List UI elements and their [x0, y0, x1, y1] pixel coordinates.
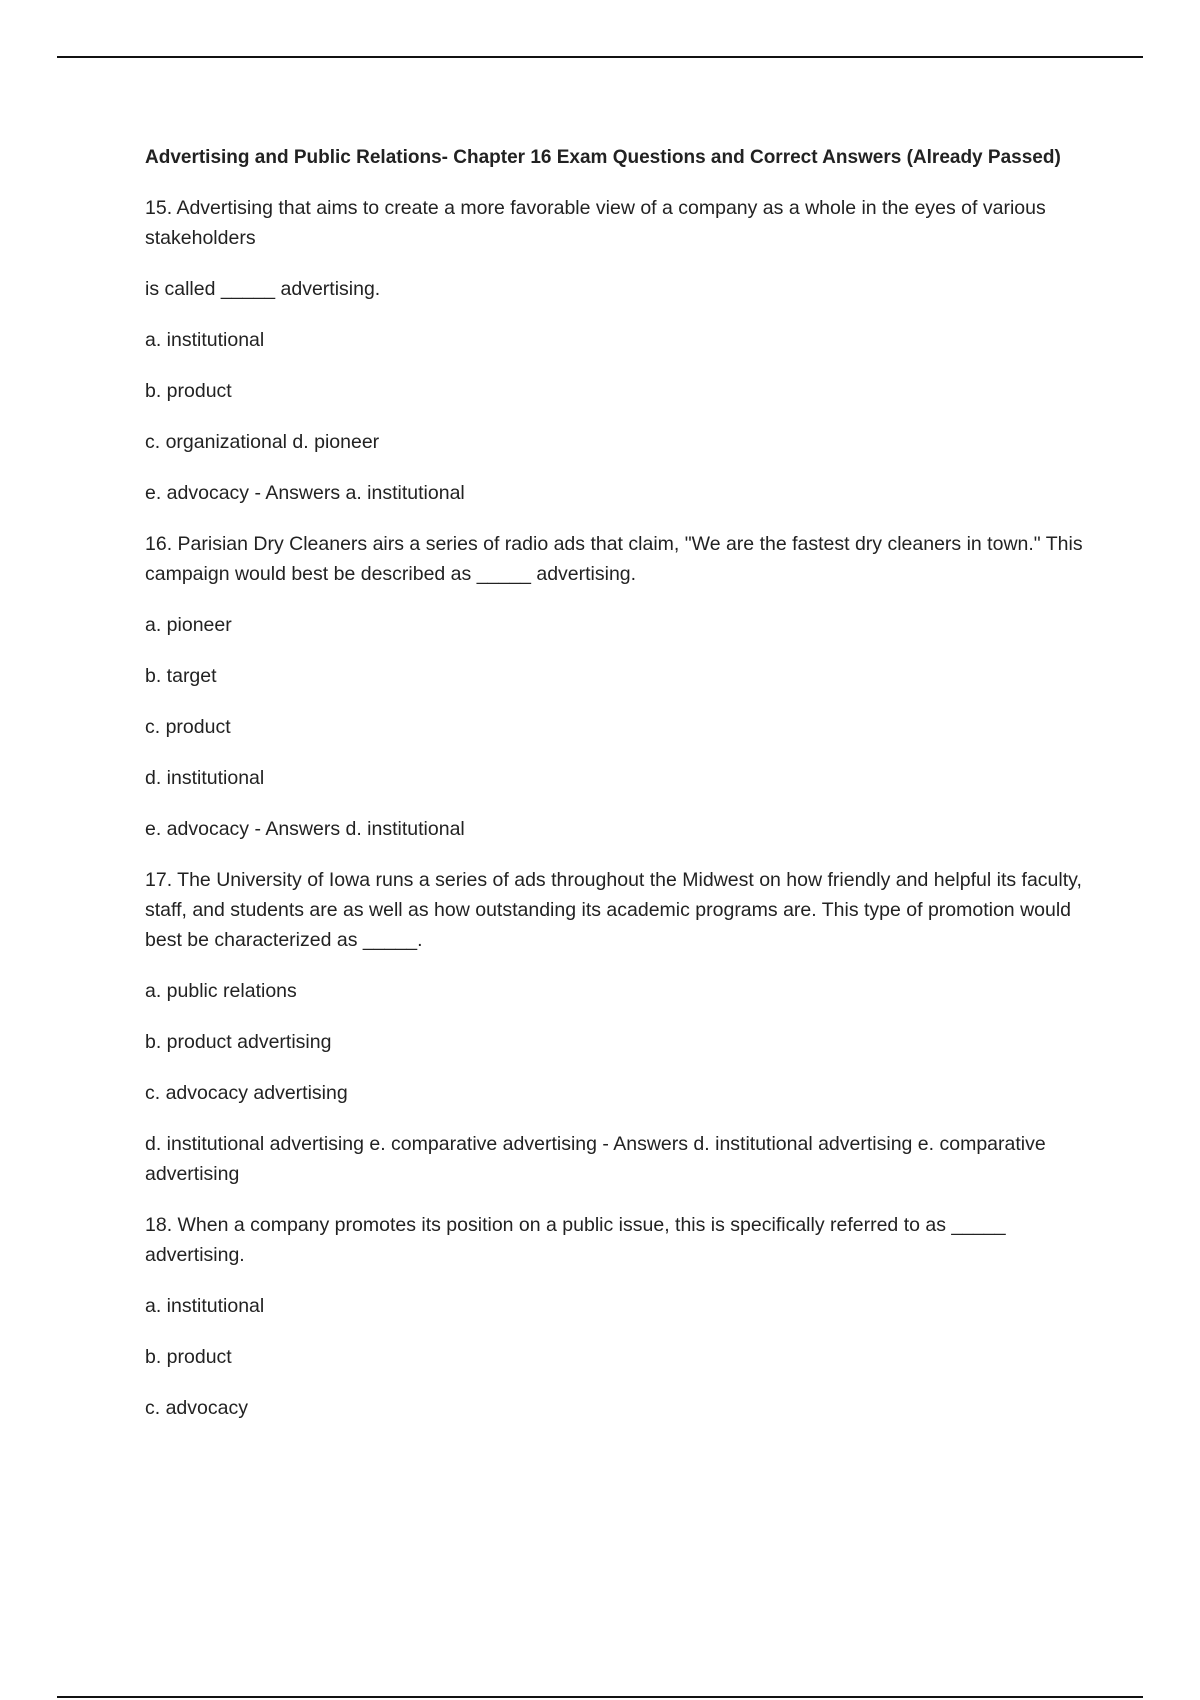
question-15-option-a: a. institutional	[145, 329, 265, 351]
question-16-option-c: c. product	[145, 716, 231, 738]
question-18-stem: 18. When a company promotes its position on a public issue, this is specifically referred to as _____ advertising.	[145, 1214, 1006, 1266]
question-17-stem: 17. The University of Iowa runs a series of ads throughout the Midwest on how friendly and helpful its faculty, staff, and students are as well as how outstanding its academic programs are. This type of promotion would best be characterized as _____.	[145, 869, 1082, 951]
question-16-option-e-answer: e. advocacy - Answers d. institutional	[145, 818, 465, 840]
question-15-option-b: b. product	[145, 380, 232, 402]
page-content	[145, 143, 1095, 1444]
question-17-option-a: a. public relations	[145, 980, 297, 1002]
question-16-option-d: d. institutional	[145, 767, 265, 789]
question-16-stem: 16. Parisian Dry Cleaners airs a series of radio ads that claim, "We are the fastest dry cleaners in town." This campaign would best be described as _____ advertising.	[145, 533, 1083, 585]
question-18-option-b: b. product	[145, 1346, 232, 1368]
question-18-option-a: a. institutional	[145, 1295, 265, 1317]
question-17-option-b: b. product advertising	[145, 1031, 332, 1053]
question-16-option-a: a. pioneer	[145, 614, 232, 636]
document-title: Advertising and Public Relations- Chapter 16 Exam Questions and Correct Answers (Already Passed)	[145, 147, 1061, 168]
question-18-option-c: c. advocacy	[145, 1397, 248, 1419]
question-17-option-c: c. advocacy advertising	[145, 1082, 348, 1104]
question-15-stem: 15. Advertising that aims to create a more favorable view of a company as a whole in the eyes of various stakeholders	[145, 197, 1046, 249]
question-15-option-e-answer: e. advocacy - Answers a. institutional	[145, 482, 465, 504]
question-15-stem-continued: is called _____ advertising.	[145, 278, 381, 300]
question-15-option-c-d: c. organizational d. pioneer	[145, 431, 380, 453]
question-17-option-d-e-answer: d. institutional advertising e. comparative advertising - Answers d. institutional advertising e. comparative advertising	[145, 1133, 1046, 1185]
question-16-option-b: b. target	[145, 665, 217, 687]
bottom-rule	[57, 1696, 1143, 1698]
top-rule	[57, 56, 1143, 58]
